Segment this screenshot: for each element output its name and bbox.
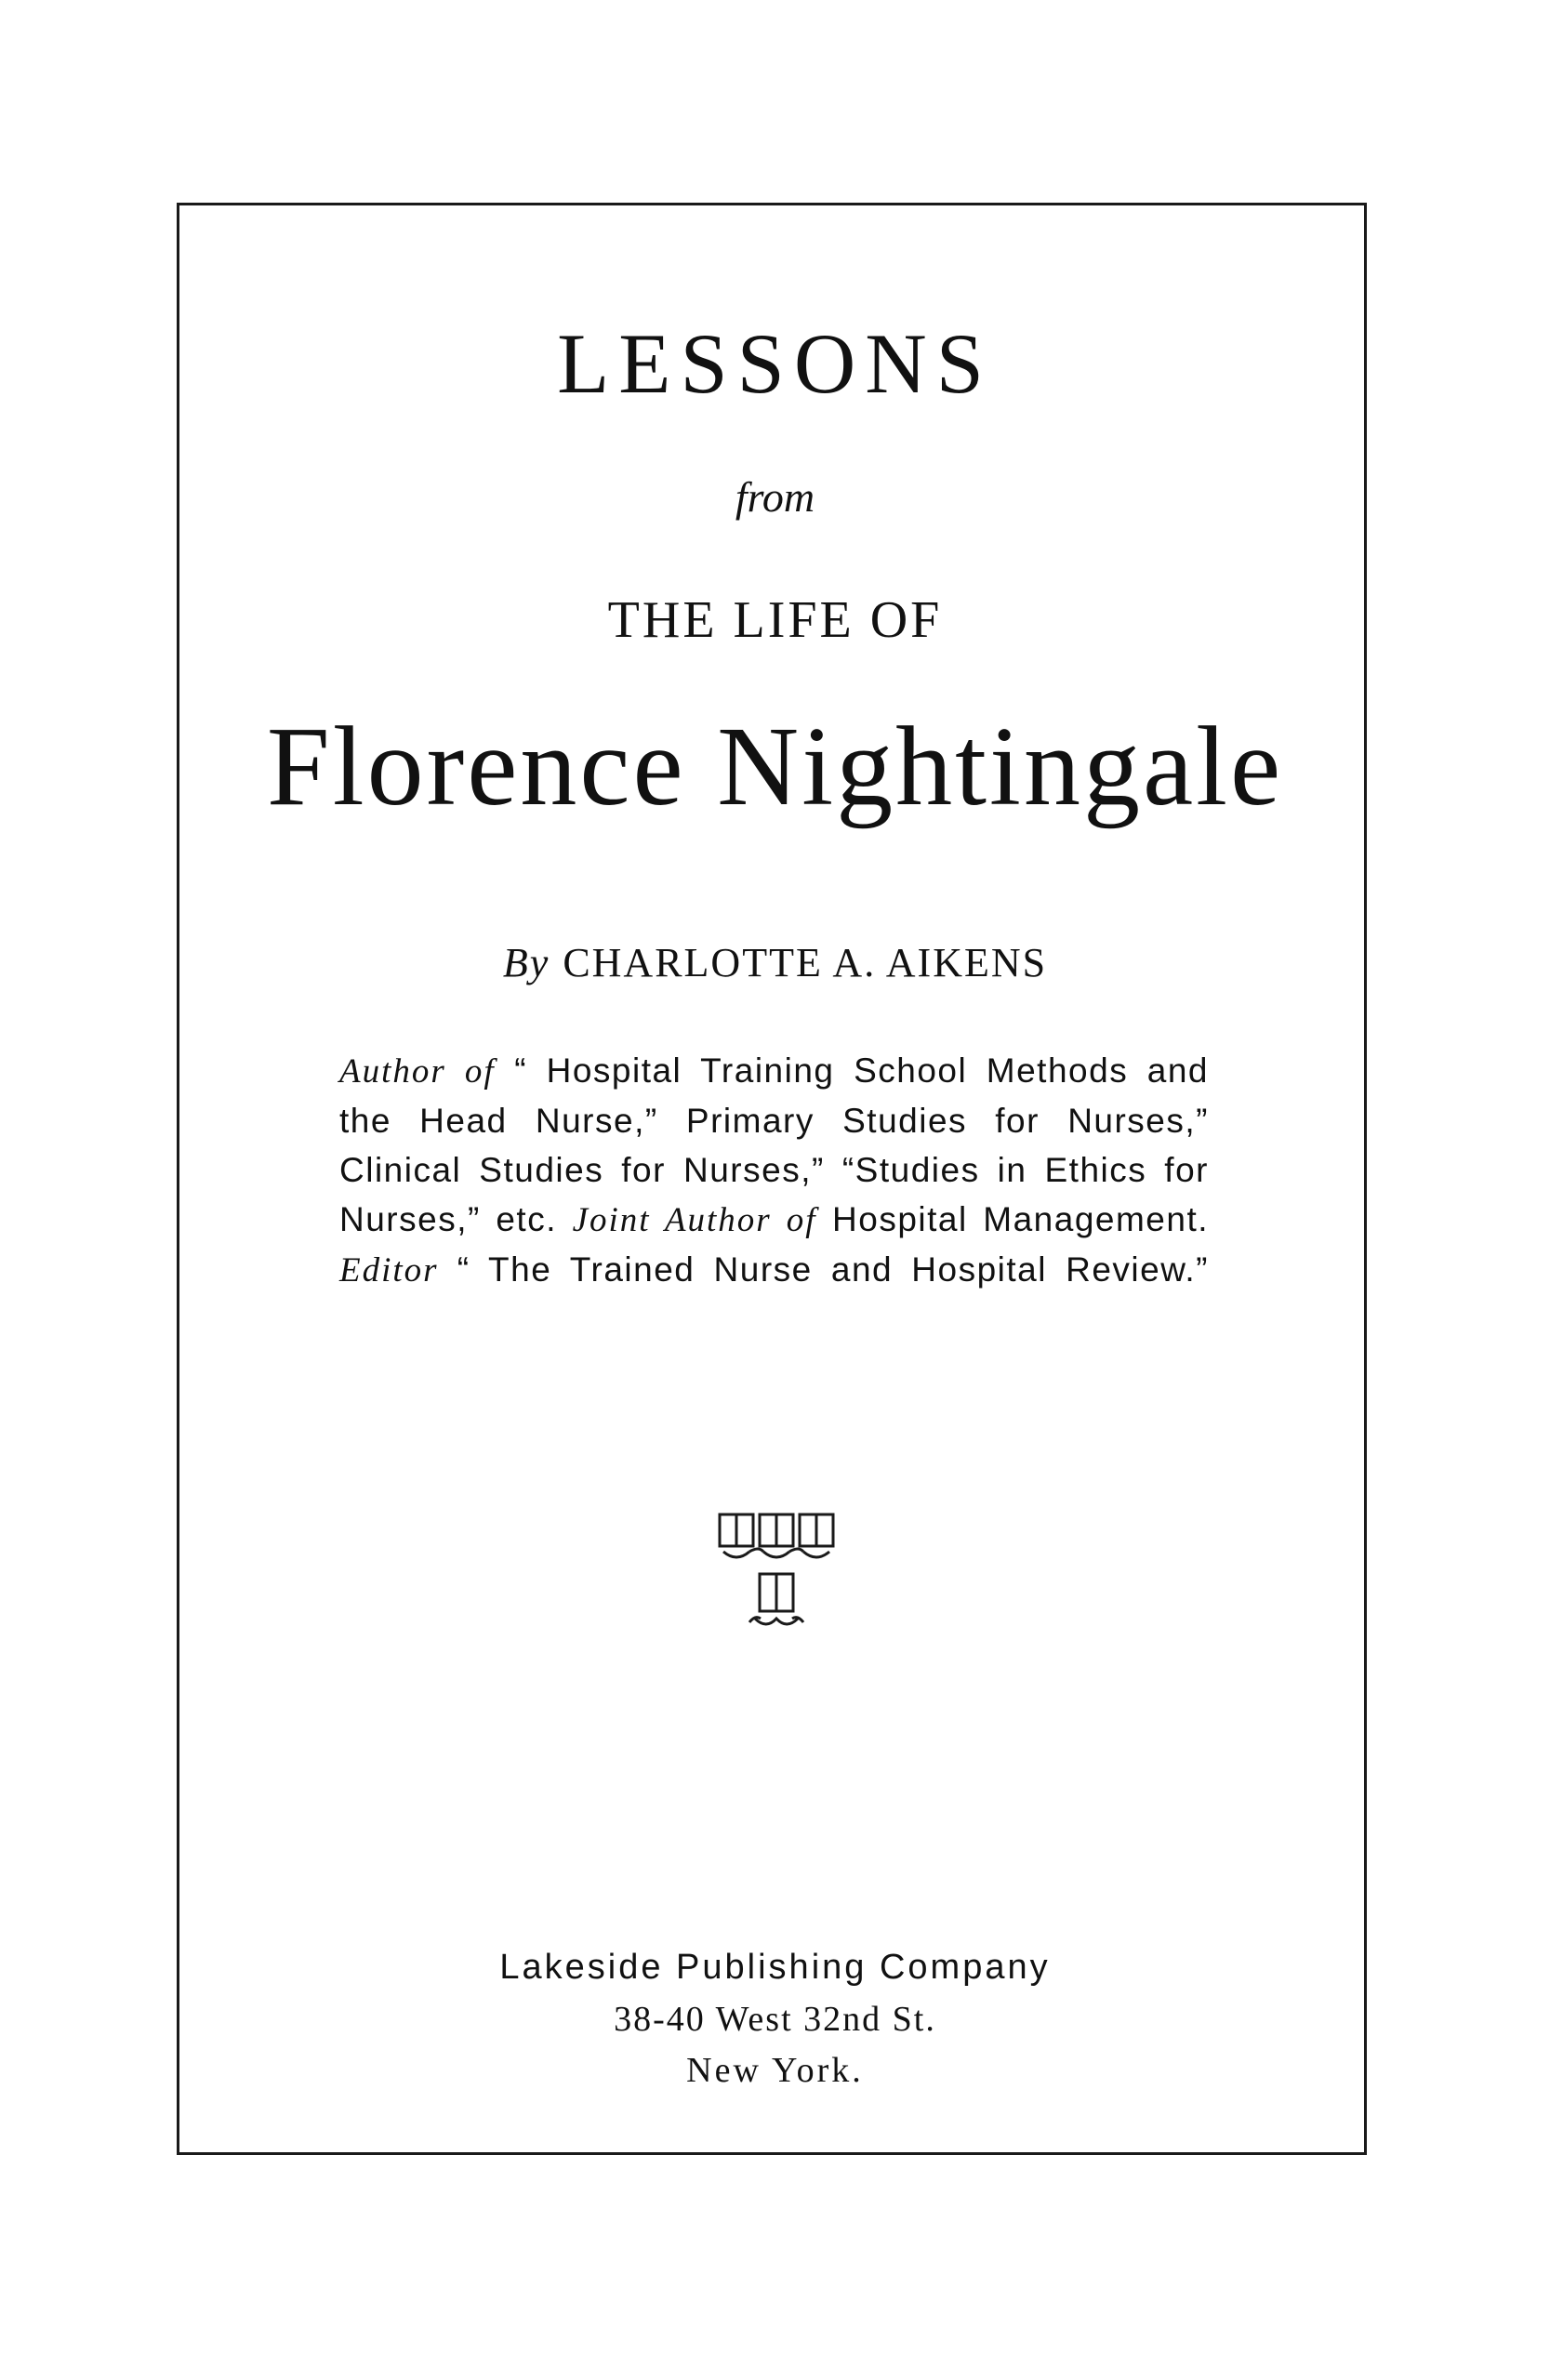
publisher-address: 38-40 West 32nd St. xyxy=(614,2000,936,2039)
title-lessons: LESSONS xyxy=(557,316,993,411)
title-subject: Florence Nightingale xyxy=(266,704,1284,829)
credits-author-of: Author of xyxy=(339,1052,496,1091)
credits-line-2: the Head Nurse,” Primary Studies for Nurses,” xyxy=(339,1102,1209,1140)
credits-editor: Editor xyxy=(339,1251,439,1289)
credits-joint-author-of: Joint Author of xyxy=(572,1201,817,1239)
books-ornament-icon xyxy=(716,1511,837,1641)
publisher-city: New York. xyxy=(686,2051,864,2090)
author-credits xyxy=(339,1046,1209,1295)
credits-line-1 xyxy=(339,1046,1209,1096)
title-from: from xyxy=(735,473,815,521)
credits-line-5 xyxy=(339,1245,1209,1295)
byline-by: By xyxy=(502,940,550,985)
byline xyxy=(0,939,1550,986)
credits-line-4-start: Nurses,” etc. xyxy=(339,1200,557,1238)
credits-line-4-end: Hospital Management. xyxy=(832,1200,1210,1238)
author-name: CHARLOTTE A. AIKENS xyxy=(563,940,1048,985)
credits-line-4 xyxy=(339,1195,1209,1245)
credits-line-5-text: “ The Trained Nurse and Hospital Review.” xyxy=(457,1250,1210,1289)
title-life-of: THE LIFE OF xyxy=(607,591,943,649)
credits-line-3: Clinical Studies for Nurses,” “Studies in Ethics for xyxy=(339,1151,1209,1189)
credits-line-1-text: “ Hospital Training School Methods and xyxy=(514,1051,1210,1090)
publisher-name: Lakeside Publishing Company xyxy=(499,1948,1051,1987)
